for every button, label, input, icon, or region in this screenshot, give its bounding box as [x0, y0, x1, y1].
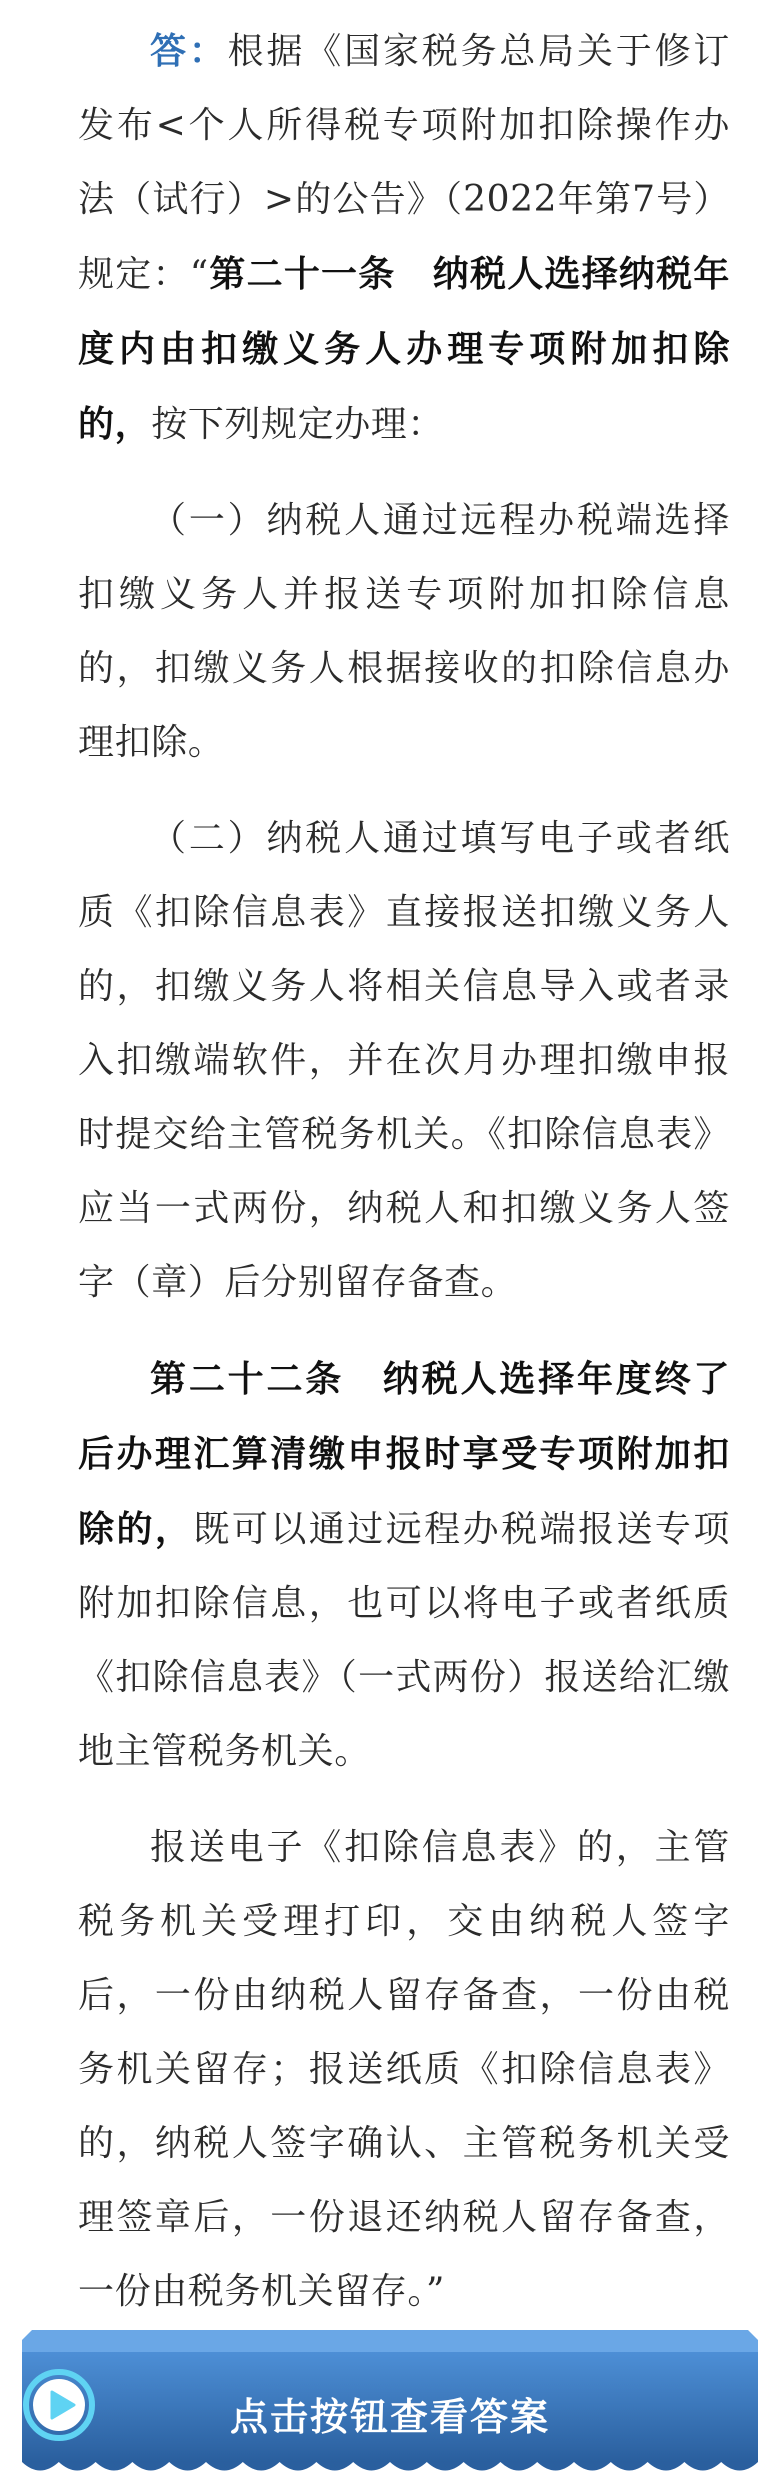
article-21-text: 按下列规定办理：	[151, 404, 445, 445]
item-1-paragraph: （一）纳税人通过远程办税端选择扣缴义务人并报送专项附加扣除信息的，扣缴义务人根据接收的扣除信息办理扣除。	[78, 500, 730, 763]
final-paragraph: 报送电子《扣除信息表》的，主管税务机关受理打印，交由纳税人签字后，一份由纳税人留存备查，一份由税务机关留存；报送纸质《扣除信息表》的，纳税人签字确认、主管税务机关受理签章后，一份退还纳税人留存备查，一份由税务机关留存。”	[78, 1827, 730, 2312]
item-2-paragraph: （二）纳税人通过填写电子或者纸质《扣除信息表》直接报送扣缴义务人的，扣缴义务人将相关信息导入或者录入扣缴端软件，并在次月办理扣缴申报时提交给主管税务机关。《扣除信息表》应当一式两份，纳税人和扣缴义务人签字（章）后分别留存备查。	[78, 818, 730, 1303]
article-22-text: 既可以通过远程办税端报送专项附加扣除信息，也可以将电子或者纸质《扣除信息表》（一式两份）报送给汇缴地主管税务机关。	[78, 1509, 730, 1772]
view-answer-banner[interactable]	[22, 2330, 758, 2479]
article-22-paragraph	[78, 1342, 730, 1789]
intro-text: 根据《国家税务总局关于修订发布<个人所得税专项附加扣除操作办法（试行）>的公告》（2022年第7号）规定：“	[78, 31, 730, 295]
answer-content	[78, 14, 730, 2351]
view-answer-label: 点击按钮查看答案	[229, 2393, 550, 2439]
view-answer-button[interactable]	[22, 2368, 758, 2458]
answer-intro-paragraph	[78, 14, 730, 462]
play-icon	[22, 2368, 96, 2442]
article-21-heading: 第二十一条 纳税人选择纳税年度内由扣缴义务人办理专项附加扣除的，	[78, 253, 730, 445]
answer-label: 答：	[150, 30, 228, 72]
article-22-heading: 第二十二条 纳税人选择年度终了后办理汇算清缴申报时享受专项附加扣除的，	[78, 1358, 730, 1550]
